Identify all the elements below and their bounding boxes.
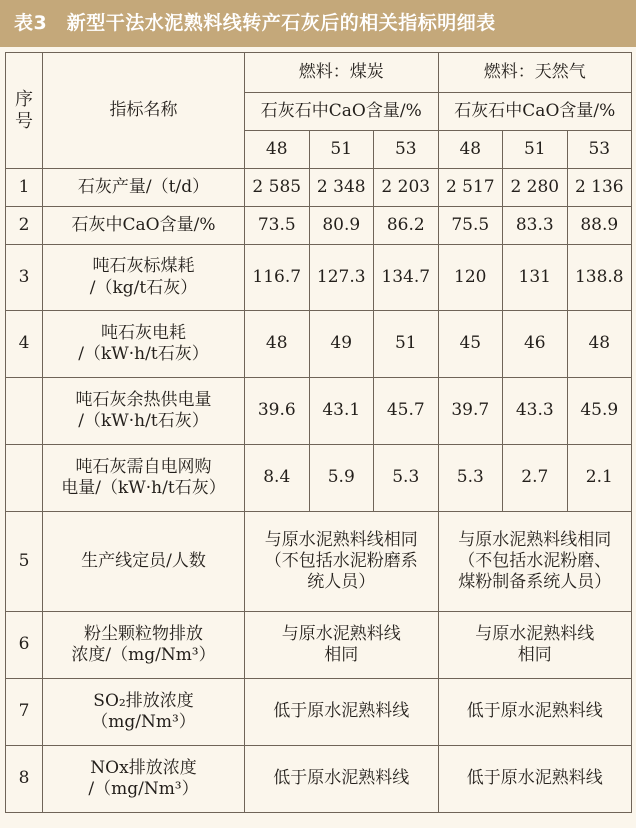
table-row bbox=[6, 207, 632, 245]
row-value: 39.6 bbox=[245, 378, 310, 445]
header-cao-value: 53 bbox=[374, 131, 439, 169]
row-value: 5.3 bbox=[438, 445, 503, 512]
merged-line: 统人员） bbox=[307, 572, 376, 593]
row-value: 2 136 bbox=[567, 169, 632, 207]
merged-line: 与原水泥熟料线相同 bbox=[458, 529, 612, 550]
row-value: 2 517 bbox=[438, 169, 503, 207]
row-value: 49 bbox=[309, 311, 374, 378]
row-name bbox=[43, 679, 245, 746]
row-value: 116.7 bbox=[245, 245, 310, 311]
row-seq bbox=[6, 378, 43, 445]
row-name-line: 浓度/（mg/Nm³） bbox=[71, 645, 216, 665]
row-value: 45.7 bbox=[374, 378, 439, 445]
row-name bbox=[43, 245, 245, 311]
header-cao-value: 53 bbox=[567, 131, 632, 169]
row-value: 75.5 bbox=[438, 207, 503, 245]
merged-cell-coal bbox=[245, 612, 439, 679]
row-name-line: 电量/（kW·h/t石灰） bbox=[61, 478, 226, 498]
row-name bbox=[43, 612, 245, 679]
row-seq: 4 bbox=[6, 311, 43, 378]
table-row bbox=[6, 169, 632, 207]
table-title: 表3 新型干法水泥熟料线转产石灰后的相关指标明细表 bbox=[0, 0, 636, 47]
table-row bbox=[6, 512, 632, 612]
row-value: 2 585 bbox=[245, 169, 310, 207]
row-value: 45 bbox=[438, 311, 503, 378]
row-name: 生产线定员/人数 bbox=[43, 512, 245, 612]
table-row bbox=[6, 445, 632, 512]
row-value: 83.3 bbox=[503, 207, 568, 245]
row-name bbox=[43, 746, 245, 813]
row-name-line: 吨石灰电耗 bbox=[101, 322, 186, 343]
row-name-line: 吨石灰标煤耗 bbox=[92, 256, 195, 277]
merged-line: 相同 bbox=[517, 645, 552, 665]
row-name-line: NOx排放浓度 bbox=[90, 757, 197, 778]
row-value: 2 280 bbox=[503, 169, 568, 207]
row-value: 138.8 bbox=[567, 245, 632, 311]
row-seq: 8 bbox=[6, 746, 43, 813]
indicator-table bbox=[5, 52, 632, 813]
row-value: 51 bbox=[374, 311, 439, 378]
row-value: 5.9 bbox=[309, 445, 374, 512]
row-value: 131 bbox=[503, 245, 568, 311]
header-name: 指标名称 bbox=[43, 53, 245, 169]
row-name-line: /（kW·h/t石灰） bbox=[78, 411, 209, 431]
row-seq bbox=[6, 445, 43, 512]
row-name bbox=[43, 378, 245, 445]
row-name bbox=[43, 311, 245, 378]
merged-line: （不包括水泥粉磨、 bbox=[458, 550, 612, 571]
row-value: 88.9 bbox=[567, 207, 632, 245]
row-value: 5.3 bbox=[374, 445, 439, 512]
row-value: 39.7 bbox=[438, 378, 503, 445]
row-name-line: /（kg/t石灰） bbox=[89, 277, 198, 298]
merged-line: 与原水泥熟料线 bbox=[475, 623, 595, 644]
header-cao-value: 48 bbox=[245, 131, 310, 169]
row-name-line: 吨石灰需自电网购 bbox=[75, 456, 212, 477]
row-value: 45.9 bbox=[567, 378, 632, 445]
row-name-line: 吨石灰余热供电量 bbox=[75, 389, 212, 410]
merged-cell-gas bbox=[438, 512, 632, 612]
merged-cell-gas: 低于原水泥熟料线 bbox=[438, 679, 632, 746]
row-value: 48 bbox=[567, 311, 632, 378]
table-row bbox=[6, 612, 632, 679]
row-seq: 1 bbox=[6, 169, 43, 207]
table-row bbox=[6, 746, 632, 813]
merged-line: 与原水泥熟料线相同 bbox=[264, 529, 418, 550]
row-name: 石灰产量/（t/d） bbox=[43, 169, 245, 207]
merged-line: 相同 bbox=[324, 645, 359, 665]
header-row-fuel bbox=[6, 53, 632, 93]
row-value: 127.3 bbox=[309, 245, 374, 311]
row-value: 46 bbox=[503, 311, 568, 378]
table-row bbox=[6, 679, 632, 746]
header-cao-value: 51 bbox=[309, 131, 374, 169]
table-row bbox=[6, 378, 632, 445]
merged-cell-gas: 低于原水泥熟料线 bbox=[438, 746, 632, 813]
table-row bbox=[6, 245, 632, 311]
header-cao-gas: 石灰石中CaO含量/% bbox=[438, 93, 632, 131]
row-value: 48 bbox=[245, 311, 310, 378]
row-value: 80.9 bbox=[309, 207, 374, 245]
header-fuel-coal: 燃料：煤炭 bbox=[245, 53, 439, 93]
row-name: 石灰中CaO含量/% bbox=[43, 207, 245, 245]
row-seq: 7 bbox=[6, 679, 43, 746]
row-value: 43.3 bbox=[503, 378, 568, 445]
row-value: 43.1 bbox=[309, 378, 374, 445]
row-value: 2.1 bbox=[567, 445, 632, 512]
row-seq: 5 bbox=[6, 512, 43, 612]
row-value: 120 bbox=[438, 245, 503, 311]
row-name-line: /（kW·h/t石灰） bbox=[78, 344, 209, 364]
row-seq: 6 bbox=[6, 612, 43, 679]
row-value: 134.7 bbox=[374, 245, 439, 311]
merged-line: （不包括水泥粉磨系 bbox=[264, 550, 418, 571]
row-name-line: SO₂排放浓度 bbox=[93, 690, 194, 711]
row-name-line: （mg/Nm³） bbox=[91, 712, 196, 732]
header-seq-text: 序号 bbox=[15, 88, 33, 132]
merged-cell-coal bbox=[245, 512, 439, 612]
row-name-line: 粉尘颗粒物排放 bbox=[84, 623, 203, 644]
table-row bbox=[6, 311, 632, 378]
header-cao-coal: 石灰石中CaO含量/% bbox=[245, 93, 439, 131]
row-value: 86.2 bbox=[374, 207, 439, 245]
row-seq: 2 bbox=[6, 207, 43, 245]
row-value: 2.7 bbox=[503, 445, 568, 512]
header-cao-value: 48 bbox=[438, 131, 503, 169]
merged-cell-coal: 低于原水泥熟料线 bbox=[245, 746, 439, 813]
row-name-line: /（mg/Nm³） bbox=[88, 779, 199, 799]
header-seq bbox=[6, 53, 43, 169]
merged-cell-gas bbox=[438, 612, 632, 679]
row-value: 2 348 bbox=[309, 169, 374, 207]
row-value: 8.4 bbox=[245, 445, 310, 512]
merged-line: 与原水泥熟料线 bbox=[281, 623, 401, 644]
row-value: 2 203 bbox=[374, 169, 439, 207]
header-fuel-gas: 燃料：天然气 bbox=[438, 53, 632, 93]
row-seq: 3 bbox=[6, 245, 43, 311]
merged-line: 煤粉制备系统人员） bbox=[458, 572, 612, 593]
header-cao-value: 51 bbox=[503, 131, 568, 169]
merged-cell-coal: 低于原水泥熟料线 bbox=[245, 679, 439, 746]
row-name bbox=[43, 445, 245, 512]
row-value: 73.5 bbox=[245, 207, 310, 245]
